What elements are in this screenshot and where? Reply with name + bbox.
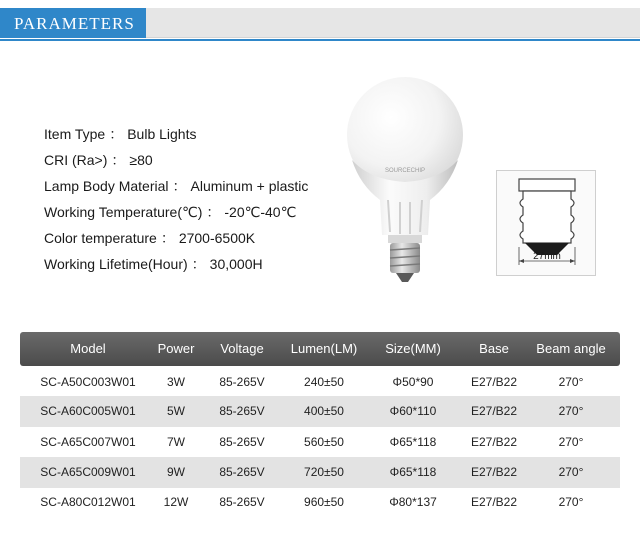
cell-lumen: 400±50	[304, 404, 344, 418]
cell-size: Φ65*118	[389, 465, 437, 479]
spec-label: Working Lifetime(Hour)	[44, 256, 188, 272]
column-header-beam-angle: Beam angle	[536, 341, 606, 356]
section-title: PARAMETERS	[14, 14, 135, 33]
column-header-base: Base	[479, 341, 509, 356]
cell-beam-angle: 270°	[558, 435, 584, 449]
table-row	[20, 367, 620, 398]
cell-size: Φ50*90	[392, 375, 434, 389]
spec-item-type	[44, 124, 197, 144]
section-title-box	[0, 8, 146, 38]
cell-power: 7W	[167, 435, 185, 449]
table-row	[20, 457, 620, 488]
cell-power: 5W	[167, 404, 185, 418]
spec-separator: ：	[111, 152, 126, 168]
cell-size: Φ65*118	[389, 435, 437, 449]
spec-value: Bulb Lights	[127, 126, 197, 142]
cell-lumen: 960±50	[304, 495, 344, 509]
cell-voltage: 85-265V	[219, 435, 265, 449]
spec-label: CRI (Ra>)	[44, 152, 108, 168]
spec-value: 30,000H	[209, 256, 263, 272]
spec-cri	[44, 150, 153, 170]
cell-base: E27/B22	[470, 404, 518, 418]
bulb-product-image	[330, 60, 480, 310]
cell-model: SC-A50C003W01	[40, 375, 136, 389]
column-header-voltage: Voltage	[220, 341, 264, 356]
cell-beam-angle: 270°	[558, 404, 584, 418]
banner-bar	[146, 8, 640, 38]
cell-beam-angle: 270°	[558, 465, 584, 479]
spec-color-temperature	[44, 228, 255, 248]
spec-separator: ：	[191, 256, 206, 272]
cell-voltage: 85-265V	[219, 495, 265, 509]
cell-base: E27/B22	[470, 435, 518, 449]
spec-value: 2700-6500K	[178, 230, 256, 246]
column-header-model: Model	[70, 341, 106, 356]
column-header-power: Power	[157, 341, 195, 356]
spec-working-temperature	[44, 202, 296, 222]
cell-voltage: 85-265V	[219, 375, 265, 389]
cell-beam-angle: 270°	[558, 495, 584, 509]
cell-voltage: 85-265V	[219, 465, 265, 479]
section-banner	[0, 8, 640, 38]
base-dimension-drawing	[496, 170, 596, 276]
cell-model: SC-A65C009W01	[40, 465, 136, 479]
bulb-brand-text: SOURCECHIP	[384, 168, 426, 174]
spec-separator: ：	[206, 204, 221, 220]
spec-label: Item Type	[44, 126, 106, 142]
spec-separator: ：	[109, 126, 124, 142]
spec-separator: ：	[160, 230, 175, 246]
cell-model: SC-A65C007W01	[40, 435, 136, 449]
spec-label: Color temperature	[44, 230, 157, 246]
spec-value: -20℃-40℃	[224, 204, 297, 220]
table-row	[20, 487, 620, 518]
spec-value: ≥80	[129, 152, 153, 168]
spec-label: Lamp Body Material	[44, 178, 169, 194]
cell-base: E27/B22	[470, 465, 518, 479]
cell-lumen: 240±50	[304, 375, 344, 389]
cell-voltage: 85-265V	[219, 404, 265, 418]
spec-value: Aluminum + plastic	[190, 178, 309, 194]
cell-size: Φ60*110	[389, 404, 437, 418]
table-row	[20, 427, 620, 458]
cell-base: E27/B22	[470, 495, 518, 509]
cell-model: SC-A80C012W01	[40, 495, 136, 509]
spec-label: Working Temperature(℃)	[44, 204, 203, 220]
cell-model: SC-A60C005W01	[40, 404, 136, 418]
cell-size: Φ80*137	[389, 495, 437, 509]
table-row	[20, 396, 620, 427]
lamp-base-diagram	[497, 171, 597, 277]
spec-body-material	[44, 176, 308, 196]
banner-underline	[0, 39, 640, 41]
cell-power: 3W	[167, 375, 185, 389]
cell-power: 9W	[167, 465, 185, 479]
spec-lifetime	[44, 254, 263, 274]
table-header	[20, 332, 620, 366]
cell-lumen: 560±50	[304, 435, 344, 449]
spec-separator: ：	[172, 178, 187, 194]
cell-power: 12W	[163, 495, 189, 509]
cell-beam-angle: 270°	[558, 375, 584, 389]
cell-lumen: 720±50	[304, 465, 344, 479]
column-header-size: Size(MM)	[385, 341, 441, 356]
dimension-label: 27mm	[533, 251, 561, 262]
cell-base: E27/B22	[470, 375, 518, 389]
column-header-lumen: Lumen(LM)	[290, 341, 358, 356]
